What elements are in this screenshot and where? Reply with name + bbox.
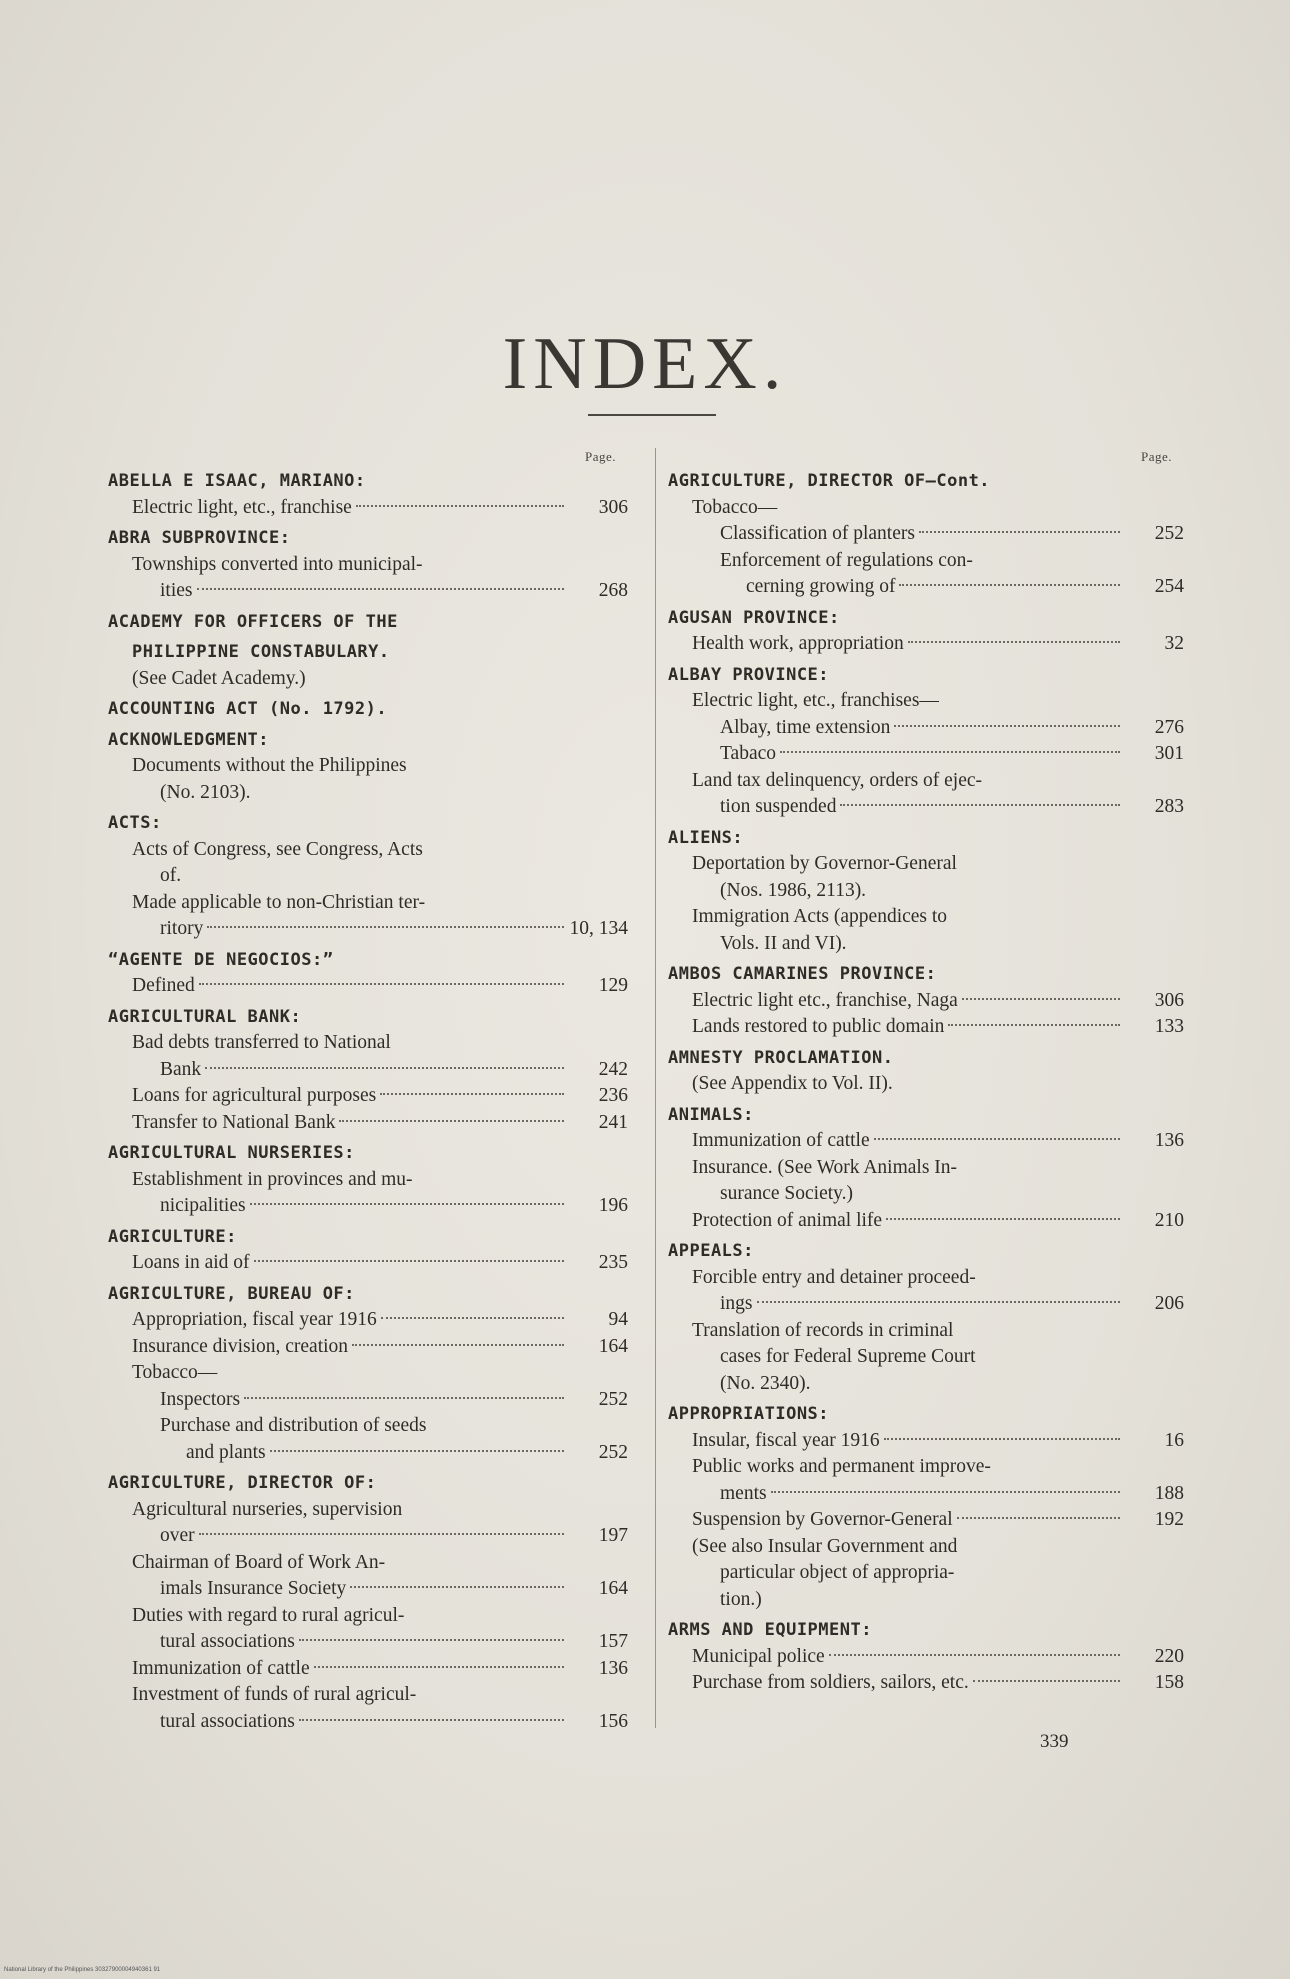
index-subentry: Establishment in provinces and mu- bbox=[132, 1168, 413, 1190]
entry-page-number: 254 bbox=[1154, 576, 1184, 597]
index-subentry: Townships converted into municipal- bbox=[132, 553, 423, 575]
entry-text: Inspectors bbox=[160, 1388, 241, 1410]
index-entry bbox=[668, 1291, 1184, 1318]
index-entry bbox=[668, 1208, 1184, 1235]
entry-page-number: 236 bbox=[598, 1085, 628, 1106]
dot-leader bbox=[757, 1301, 1120, 1303]
entry-page-number: 306 bbox=[598, 496, 628, 518]
entry-page-number: 136 bbox=[598, 1657, 628, 1679]
index-entry bbox=[108, 1250, 628, 1277]
entry-text: Albay, time extension bbox=[720, 716, 891, 738]
index-entry bbox=[108, 1193, 628, 1220]
index-subentry: of. bbox=[160, 865, 182, 886]
dot-leader bbox=[270, 1450, 564, 1452]
index-entry bbox=[108, 973, 628, 1000]
index-heading: ACKNOWLEDGMENT: bbox=[108, 729, 270, 750]
index-subentry: particular object of appropria- bbox=[720, 1562, 955, 1583]
entry-page-number: 283 bbox=[1154, 796, 1184, 817]
entry-text: Immunization of cattle bbox=[132, 1657, 310, 1679]
entry-page-number: 164 bbox=[598, 1335, 628, 1357]
entry-text: tion suspended bbox=[720, 796, 837, 817]
entry-page-number: 252 bbox=[598, 1388, 628, 1410]
index-heading: AGRICULTURE: bbox=[108, 1226, 237, 1247]
dot-leader bbox=[874, 1138, 1120, 1140]
entry-page-number: 158 bbox=[1154, 1672, 1184, 1693]
page-number: 339 bbox=[1040, 1731, 1069, 1752]
entry-text: Electric light, etc., franchise bbox=[132, 496, 352, 518]
dot-leader bbox=[886, 1218, 1120, 1220]
dot-leader bbox=[962, 998, 1120, 1000]
entry-text: Municipal police bbox=[692, 1645, 825, 1667]
index-entry bbox=[108, 1709, 628, 1736]
entry-text: Suspension by Governor-General bbox=[692, 1509, 953, 1530]
index-subentry: Duties with regard to rural agricul- bbox=[132, 1604, 405, 1626]
dot-leader bbox=[380, 1093, 564, 1095]
index-subentry: Made applicable to non-Christian ter- bbox=[132, 891, 426, 913]
index-heading: APPROPRIATIONS: bbox=[668, 1404, 830, 1424]
index-subentry: Agricultural nurseries, supervision bbox=[132, 1498, 403, 1520]
index-entry bbox=[668, 988, 1184, 1015]
index-subentry: Enforcement of regulations con- bbox=[720, 549, 973, 571]
entry-page-number: 276 bbox=[1154, 716, 1184, 738]
dot-leader bbox=[780, 751, 1120, 753]
index-subentry: (See Cadet Academy.) bbox=[132, 667, 306, 689]
index-entry bbox=[108, 1083, 628, 1110]
index-heading: AGRICULTURE, DIRECTOR OF: bbox=[108, 1473, 377, 1493]
dot-leader bbox=[894, 725, 1120, 727]
index-heading: AMNESTY PROCLAMATION. bbox=[668, 1047, 894, 1068]
entry-text: Immunization of cattle bbox=[692, 1130, 870, 1151]
index-entry bbox=[108, 1057, 628, 1084]
index-subentry: Tobacco— bbox=[692, 496, 778, 518]
entry-page-number: 210 bbox=[1154, 1209, 1184, 1231]
index-subentry: Documents without the Philippines bbox=[132, 755, 407, 776]
index-subentry: Electric light, etc., franchises— bbox=[692, 690, 939, 711]
index-subentry: Translation of records in criminal bbox=[692, 1319, 954, 1341]
index-subentry: (Nos. 1986, 2113). bbox=[720, 879, 867, 901]
dot-leader bbox=[244, 1397, 564, 1399]
dot-leader bbox=[254, 1260, 564, 1262]
entry-page-number: 16 bbox=[1164, 1429, 1184, 1451]
index-entry bbox=[108, 1307, 628, 1334]
index-entry bbox=[668, 1014, 1184, 1041]
page-column-label: Page. bbox=[1140, 449, 1172, 464]
scan-footer: National Library of the Philippines 30327900004940361 91 bbox=[4, 1967, 161, 1973]
index-subentry: surance Society.) bbox=[720, 1183, 854, 1204]
index-column-left bbox=[108, 450, 628, 1735]
index-heading: ALBAY PROVINCE: bbox=[668, 664, 830, 685]
entry-page-number: 220 bbox=[1154, 1645, 1184, 1667]
index-heading: AGUSAN PROVINCE: bbox=[668, 607, 840, 628]
index-subentry: (See also Insular Government and bbox=[692, 1535, 958, 1557]
entry-text: Transfer to National Bank bbox=[132, 1111, 336, 1133]
index-entry bbox=[668, 741, 1184, 768]
entry-text: Appropriation, fiscal year 1916 bbox=[132, 1309, 377, 1330]
index-subentry: Tobacco— bbox=[132, 1362, 218, 1383]
dot-leader bbox=[381, 1317, 564, 1319]
entry-page-number: 306 bbox=[1154, 989, 1184, 1011]
entry-page-number: 32 bbox=[1164, 633, 1184, 654]
dot-leader bbox=[199, 1533, 564, 1535]
entry-text: ings bbox=[720, 1293, 753, 1314]
index-entry bbox=[108, 495, 628, 522]
index-subentry: Forcible entry and detainer proceed- bbox=[692, 1266, 976, 1288]
index-heading: ABRA SUBPROVINCE: bbox=[108, 528, 291, 548]
index-subentry: Public works and permanent improve- bbox=[692, 1456, 991, 1477]
entry-text: Health work, appropriation bbox=[692, 633, 904, 654]
dot-leader bbox=[250, 1203, 564, 1205]
index-entry bbox=[108, 916, 628, 943]
index-heading: ACADEMY FOR OFFICERS OF THE bbox=[108, 611, 398, 632]
dot-leader bbox=[957, 1517, 1120, 1519]
dot-leader bbox=[884, 1438, 1120, 1440]
left-entries bbox=[108, 468, 628, 1735]
entry-text: Loans for agricultural purposes bbox=[132, 1085, 377, 1106]
entry-text: over bbox=[160, 1525, 195, 1546]
index-entry bbox=[668, 1670, 1184, 1697]
index-subentry: Vols. II and VI). bbox=[720, 932, 847, 954]
entry-page-number: 301 bbox=[1154, 743, 1184, 764]
entry-text: Tabaco bbox=[720, 743, 777, 764]
entry-page-number: 10, 134 bbox=[569, 918, 628, 939]
dot-leader bbox=[207, 926, 564, 928]
entry-text: Electric light etc., franchise, Naga bbox=[692, 989, 958, 1011]
dot-leader bbox=[356, 505, 564, 507]
entry-text: tural associations bbox=[160, 1710, 295, 1732]
index-entry bbox=[108, 1523, 628, 1550]
index-entry bbox=[668, 574, 1184, 601]
index-subentry: Immigration Acts (appendices to bbox=[692, 906, 948, 927]
entry-page-number: 136 bbox=[1154, 1130, 1184, 1151]
page-title: INDEX. bbox=[502, 323, 788, 405]
dot-leader bbox=[199, 983, 564, 985]
entry-page-number: 156 bbox=[598, 1710, 628, 1732]
dot-leader bbox=[352, 1344, 564, 1346]
index-entry bbox=[668, 715, 1184, 742]
entry-text: tural associations bbox=[160, 1631, 295, 1652]
dot-leader bbox=[829, 1654, 1120, 1656]
index-heading: AGRICULTURAL BANK: bbox=[108, 1006, 302, 1027]
index-entry bbox=[108, 1440, 628, 1467]
entry-page-number: 252 bbox=[1154, 523, 1184, 544]
index-subentry: Land tax delinquency, orders of ejec- bbox=[692, 769, 983, 791]
entry-page-number: 188 bbox=[1154, 1482, 1184, 1504]
dot-leader bbox=[899, 584, 1120, 586]
entry-text: nicipalities bbox=[160, 1195, 246, 1216]
index-entry bbox=[668, 1128, 1184, 1155]
index-heading: ARMS AND EQUIPMENT: bbox=[668, 1620, 872, 1640]
entry-page-number: 133 bbox=[1154, 1016, 1184, 1037]
index-column-right bbox=[668, 450, 1184, 1697]
dot-leader bbox=[314, 1666, 564, 1668]
entry-page-number: 94 bbox=[608, 1309, 628, 1330]
index-subentry: Deportation by Governor-General bbox=[692, 853, 957, 874]
entry-text: Lands restored to public domain bbox=[692, 1016, 945, 1037]
index-entry bbox=[668, 1481, 1184, 1508]
entry-text: ritory bbox=[160, 918, 204, 939]
entry-text: Classification of planters bbox=[720, 523, 915, 544]
entry-page-number: 164 bbox=[598, 1578, 628, 1599]
entry-page-number: 268 bbox=[598, 580, 628, 601]
index-heading: ALIENS: bbox=[668, 827, 744, 848]
index-subentry: Purchase and distribution of seeds bbox=[160, 1415, 427, 1436]
index-entry bbox=[108, 1629, 628, 1656]
entry-text: cerning growing of bbox=[746, 576, 896, 597]
dot-leader bbox=[339, 1120, 564, 1122]
entry-page-number: 241 bbox=[598, 1111, 628, 1133]
index-subentry: Insurance. (See Work Animals In- bbox=[692, 1156, 958, 1178]
entry-text: imals Insurance Society bbox=[160, 1578, 347, 1599]
dot-leader bbox=[205, 1067, 564, 1069]
index-heading: ACTS: bbox=[108, 813, 162, 833]
dot-leader bbox=[197, 588, 565, 590]
index-heading: AGRICULTURE, BUREAU OF: bbox=[108, 1283, 355, 1304]
entry-text: Insurance division, creation bbox=[132, 1335, 349, 1357]
index-entry bbox=[108, 578, 628, 605]
entry-page-number: 192 bbox=[1154, 1509, 1184, 1530]
index-entry bbox=[668, 1428, 1184, 1455]
right-entries bbox=[668, 468, 1184, 1697]
index-subentry: Acts of Congress, see Congress, Acts bbox=[132, 838, 423, 860]
index-entry bbox=[668, 631, 1184, 658]
entry-text: Purchase from soldiers, sailors, etc. bbox=[692, 1672, 969, 1693]
dot-leader bbox=[919, 531, 1120, 533]
dot-leader bbox=[840, 804, 1120, 806]
entry-text: Defined bbox=[132, 975, 195, 996]
index-entry bbox=[108, 1576, 628, 1603]
title-rule bbox=[588, 414, 716, 416]
index-subentry: (No. 2103). bbox=[160, 781, 251, 803]
dot-leader bbox=[973, 1680, 1120, 1682]
index-entry bbox=[668, 1507, 1184, 1534]
index-subentry: (No. 2340). bbox=[720, 1372, 811, 1394]
index-heading: AGRICULTURAL NURSERIES: bbox=[108, 1143, 355, 1163]
entry-text: ments bbox=[720, 1482, 767, 1504]
index-subentry: Chairman of Board of Work An- bbox=[132, 1551, 386, 1573]
dot-leader bbox=[299, 1719, 564, 1721]
index-subentry: Investment of funds of rural agricul- bbox=[132, 1684, 417, 1705]
index-subentry: Bad debts transferred to National bbox=[132, 1032, 391, 1053]
entry-page-number: 157 bbox=[598, 1631, 628, 1652]
index-heading: AMBOS CAMARINES PROVINCE: bbox=[668, 964, 937, 984]
index-entry bbox=[668, 1644, 1184, 1671]
entry-text: Bank bbox=[160, 1058, 202, 1080]
entry-page-number: 206 bbox=[1154, 1293, 1184, 1314]
dot-leader bbox=[350, 1586, 564, 1588]
entry-text: Loans in aid of bbox=[132, 1252, 250, 1273]
entry-text: and plants bbox=[186, 1441, 266, 1463]
entry-page-number: 252 bbox=[598, 1441, 628, 1463]
index-entry bbox=[108, 1387, 628, 1414]
index-heading: “AGENTE DE NEGOCIOS:” bbox=[108, 949, 334, 970]
entry-text: ities bbox=[160, 580, 193, 601]
index-subentry: cases for Federal Supreme Court bbox=[720, 1346, 976, 1367]
entry-text: Insular, fiscal year 1916 bbox=[692, 1429, 880, 1451]
column-divider bbox=[655, 448, 656, 1728]
index-entry bbox=[108, 1656, 628, 1683]
index-subentry: (See Appendix to Vol. II). bbox=[692, 1073, 893, 1094]
index-heading: AGRICULTURE, DIRECTOR OF—Cont. bbox=[668, 471, 991, 491]
index-heading: APPEALS: bbox=[668, 1241, 754, 1261]
index-entry bbox=[668, 794, 1184, 821]
index-heading: ACCOUNTING ACT (No. 1792). bbox=[108, 699, 388, 719]
index-heading: ANIMALS: bbox=[668, 1104, 754, 1125]
index-heading: ABELLA E ISAAC, MARIANO: bbox=[108, 471, 366, 491]
dot-leader bbox=[299, 1639, 564, 1641]
index-entry bbox=[108, 1334, 628, 1361]
dot-leader bbox=[948, 1024, 1120, 1026]
page-column-label: Page. bbox=[584, 449, 616, 464]
entry-page-number: 129 bbox=[598, 975, 628, 996]
index-entry bbox=[108, 1110, 628, 1137]
entry-page-number: 197 bbox=[598, 1525, 628, 1546]
dot-leader bbox=[771, 1491, 1120, 1493]
entry-page-number: 235 bbox=[598, 1252, 628, 1273]
index-entry bbox=[668, 521, 1184, 548]
entry-page-number: 242 bbox=[598, 1058, 628, 1080]
index-subentry: tion.) bbox=[720, 1588, 762, 1610]
dot-leader bbox=[908, 641, 1120, 643]
entry-text: Protection of animal life bbox=[692, 1209, 883, 1231]
entry-page-number: 196 bbox=[598, 1195, 628, 1216]
index-heading: PHILIPPINE CONSTABULARY. bbox=[132, 642, 390, 662]
